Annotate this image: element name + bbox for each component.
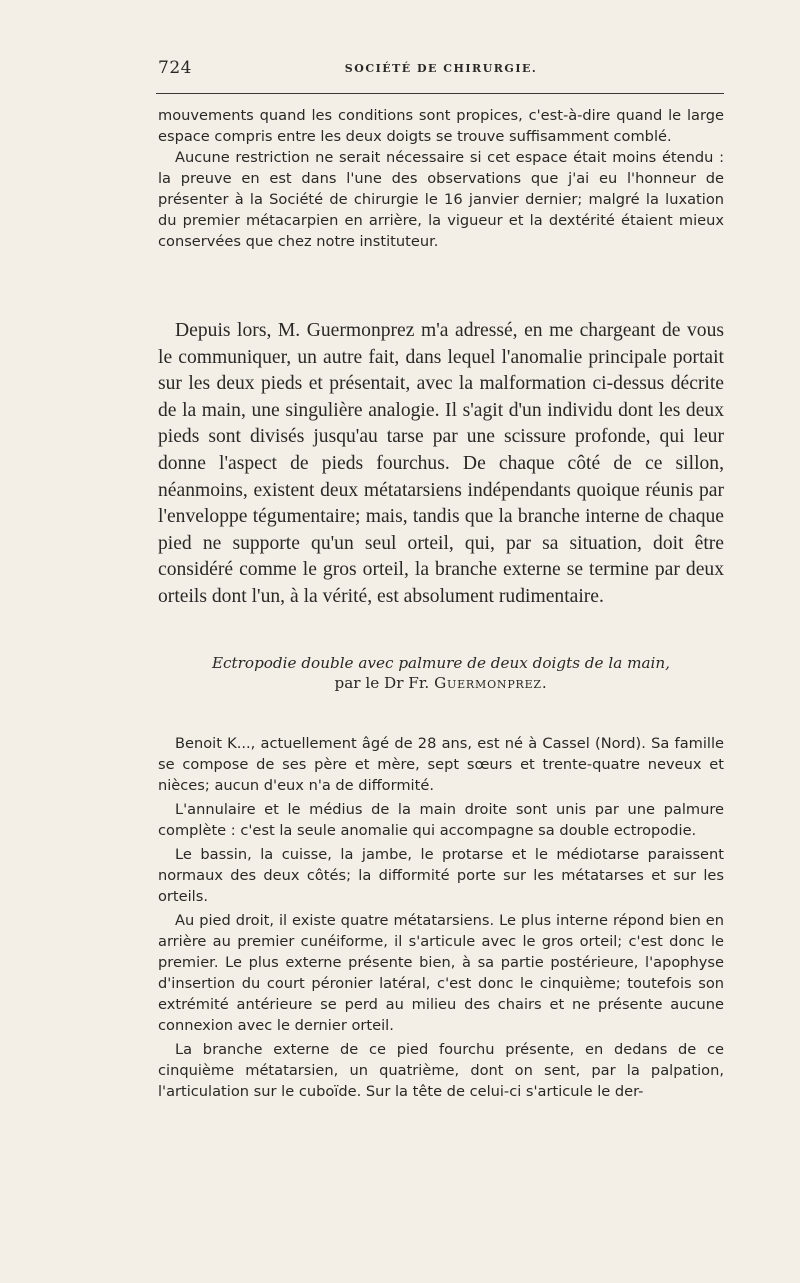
running-title: SOCIÉTÉ DE CHIRURGIE. (344, 62, 538, 75)
case-text (158, 733, 724, 1105)
caption-author (156, 673, 726, 693)
main-text (158, 318, 724, 611)
case-paragraph: Le bassin, la cuisse, la jambe, le protarse et le médiotarse paraissent normaux des deux côtés; la difformité porte sur les métatarses et sur les orteils. (158, 846, 724, 905)
page-number: 724 (158, 58, 192, 78)
caption-author-name: Guermonprez. (434, 674, 548, 692)
caption-author-prefix: par le Dr Fr. (334, 674, 430, 692)
case-paragraph: Benoit K..., actuellement âgé de 28 ans, est né à Cassel (Nord). Sa famille se compose de ses père et mère, sept sœurs et trente-quatre neveux et nièces; aucun d'eux n'a de difformité. (158, 735, 724, 794)
intro-text (158, 105, 724, 252)
case-paragraph: La branche externe de ce pied fourchu présente, en dedans de ce cinquième métatarsien, un quatrième, dont on sent, par la palpation, l'articulation sur le cuboïde. Sur la tête de celui-ci s'articule le der- (158, 1041, 724, 1100)
intro-paragraph: Aucune restriction ne serait nécessaire si cet espace était moins étendu : la preuve en est dans l'une des observations que j'ai eu l'honneur de présenter à la Société de chirurgie le 16 janvier dernier; malgré la luxation du premier métacarpien en arrière, la vigueur et la dextérité étaient mieux conservées que chez notre instituteur. (158, 149, 724, 250)
page-header (156, 58, 726, 82)
intro-paragraph: mouvements quand les conditions sont propices, c'est-à-dire quand le large espace compris entre les deux doigts se trouve suffisamment comblé. (158, 107, 724, 145)
case-paragraph: Au pied droit, il existe quatre métatarsiens. Le plus interne répond bien en arrière au premier cunéiforme, il s'articule avec le gros orteil; c'est donc le premier. Le plus externe présente bien, à sa partie postérieure, l'apophyse d'insertion du court péronier latéral, c'est donc le cinquième; toutefois son extrémité antérieure se perd au milieu des chairs et ne présente aucune connexion avec le dernier orteil. (158, 912, 724, 1034)
caption-title: Ectropodie double avec palmure de deux doigts de la main, (211, 654, 671, 672)
main-paragraph: Depuis lors, M. Guermonprez m'a adressé, en me chargeant de vous le communiquer, un autre fait, dans lequel l'anomalie principale portait sur les deux pieds et présentait, avec la malformation ci-dessus décrite de la main, une singulière analogie. Il s'agit d'un individu dont les deux pieds sont divisés jusqu'au tarse par une scissure profonde, qui leur donne l'aspect de pieds fourchus. De chaque côté de ce sillon, néanmoins, existent deux métatarsiens indépendants quoique réunis par l'enveloppe tégumentaire; mais, tandis que la branche interne de chaque pied ne supporte qu'un seul orteil, qui, par sa situation, doit être considéré comme le gros orteil, la branche externe se termine par deux orteils dont l'un, à la vérité, est absolument rudimentaire. (158, 320, 724, 607)
case-paragraph: L'annulaire et le médius de la main droite sont unis par une palmure complète : c'est la seule anomalie qui accompagne sa double ectropodie. (158, 801, 724, 839)
section-caption (156, 653, 726, 693)
header-rule (156, 93, 724, 94)
